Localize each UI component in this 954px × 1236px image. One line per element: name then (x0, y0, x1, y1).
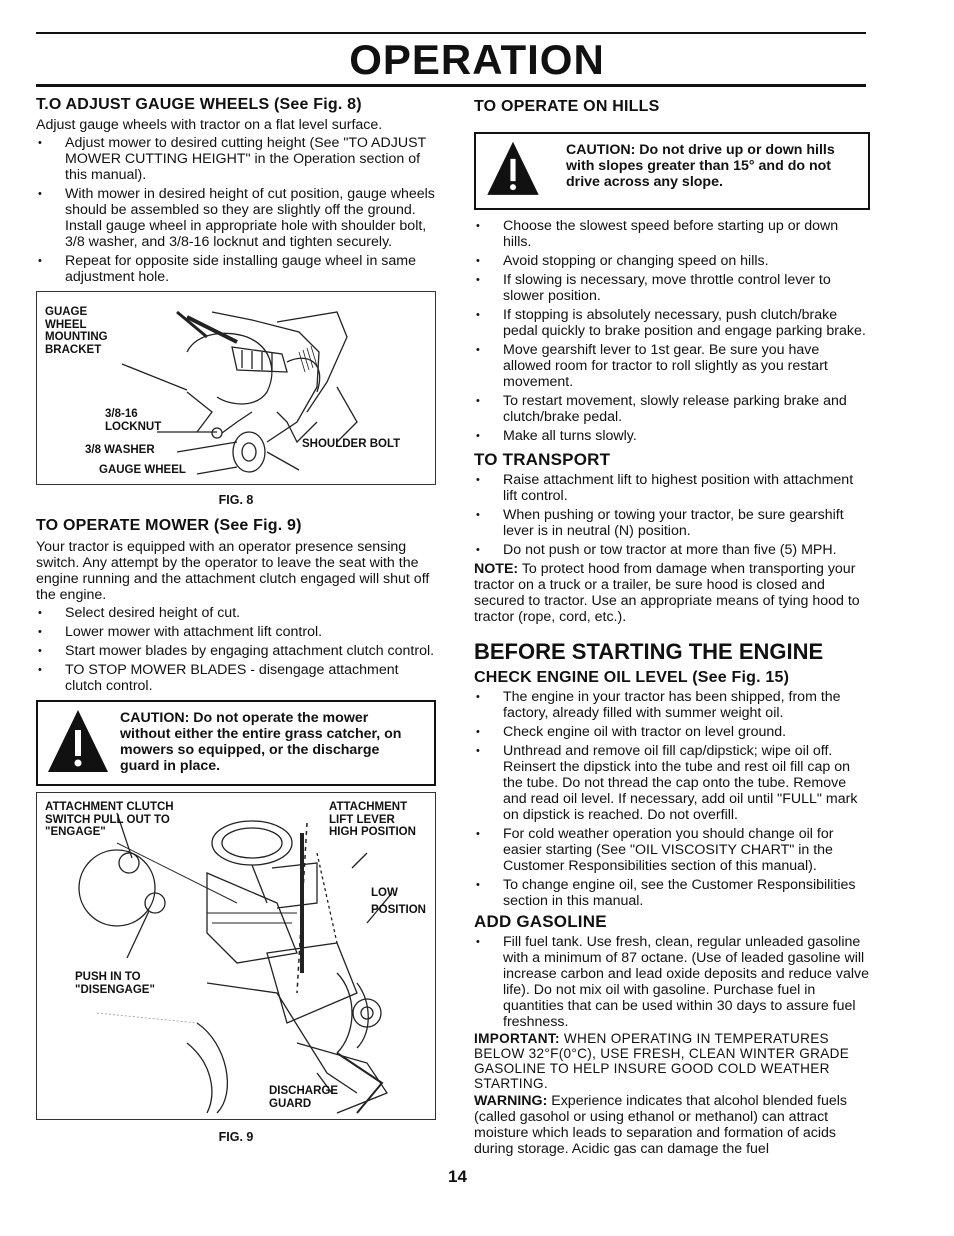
important-text: WHEN OPERATING IN TEMPERATURES BELOW 32°F(0°C), USE FRESH, CLEAN WINTER GRADE GASOLINE TO HELP INSURE GOOD COLD WEATHER STARTING. (474, 1031, 850, 1091)
warning-triangle-icon (484, 140, 542, 200)
warning-triangle-icon (46, 708, 110, 778)
fig9-label-clutch (45, 801, 174, 839)
fig9-label-line: ATTACHMENT CLUTCH (45, 801, 174, 813)
transport-heading: TO TRANSPORT (474, 450, 611, 469)
mower-intro: Your tractor is equipped with an operator presence sensing switch. Any attempt by the operator to leave the seat with the engine running and the attachment clutch engaged will shut off the engine. (36, 539, 430, 603)
list-item: • Avoid stopping or changing speed on hills. (474, 253, 870, 269)
mower-heading: TO OPERATE MOWER (See Fig. 9) (36, 517, 302, 534)
fig8-label-wheel: GAUGE WHEEL (99, 464, 186, 476)
fig8-label-washer: 3/8 WASHER (85, 444, 155, 456)
list-item: • For cold weather operation you should change oil for easier starting (See "OIL VISCOSITY CHART" in the Customer Responsibilities section of this manual). (474, 826, 870, 874)
fig9-label-line: GUARD (269, 1097, 312, 1110)
warning-label: WARNING: (474, 1093, 548, 1109)
gauge-intro: Adjust gauge wheels with tractor on a flat level surface. (36, 117, 383, 133)
list-item: • Select desired height of cut. (36, 605, 436, 621)
fig9-caption: FIG. 9 (218, 1130, 254, 1144)
hills-list (474, 218, 870, 444)
fig9-label-line: LIFT LEVER (329, 813, 395, 826)
fig9-label-line: LOW (371, 887, 398, 899)
title-rule (36, 84, 866, 87)
fig9-label-line: ATTACHMENT (329, 801, 408, 813)
fig8-caption: FIG. 8 (218, 493, 254, 507)
fig9-label-line: "ENGAGE" (45, 826, 106, 838)
list-item: • Adjust mower to desired cutting height (See "TO ADJUST MOWER CUTTING HEIGHT" in the Operation section of this manual). (36, 135, 436, 183)
top-rule (36, 32, 866, 34)
list-item: • Lower mower with attachment lift control. (36, 624, 436, 640)
list-item: • If slowing is necessary, move throttle control lever to slower position. (474, 272, 870, 304)
mower-list (36, 605, 436, 694)
list-item: • The engine in your tractor has been shipped, from the factory, already filled with summer weight oil. (474, 689, 870, 721)
fig8-label-line: GUAGE (45, 306, 88, 318)
page-number: 14 (448, 1167, 467, 1186)
note-text: To protect hood from damage when transporting your tractor on a truck or a trailer, be sure hood is closed and secured to tractor. Use an appropriate means of tying hood to tractor (rope, cord, etc.). (474, 561, 860, 625)
fig8-label-line: LOCKNUT (105, 420, 162, 433)
list-item: • Make all turns slowly. (474, 428, 870, 444)
oil-list (474, 689, 870, 909)
hills-caution-text: CAUTION: Do not drive up or down hills with slopes greater than 15° and do not drive across any slope. (566, 142, 835, 190)
fig8-label-bolt: SHOULDER BOLT (302, 438, 401, 450)
gas-heading: ADD GASOLINE (474, 912, 607, 931)
list-item: • Move gearshift lever to 1st gear. Be sure you have allowed room for tractor to roll slightly as you restart movement. (474, 342, 870, 390)
list-item: • Start mower blades by engaging attachment clutch control. (36, 643, 436, 659)
list-item: • To restart movement, slowly release parking brake and clutch/brake pedal. (474, 393, 870, 425)
gauge-list (36, 135, 436, 285)
gauge-heading: T.O ADJUST GAUGE WHEELS (See Fig. 8) (36, 96, 362, 113)
list-item: • Unthread and remove oil fill cap/dipstick; wipe oil off. Reinsert the dipstick into the tube and rest oil fill cap on the tube. Do not thread the cap onto the tube. Remove and read oil level. If necessary, add oil until "FULL" mark on dipstick is reached. Do not overfill. (474, 743, 870, 823)
list-item: • With mower in desired height of cut position, gauge wheels should be assembled so they are slightly off the ground. Install gauge wheel in appropriate hole with shoulder bolt, 3/8 washer, and 3/8-16 locknut and tighten securely. (36, 186, 436, 250)
important-note (474, 1031, 870, 1091)
gas-list (474, 934, 870, 1030)
figure-8 (36, 291, 436, 485)
important-label: IMPORTANT: (474, 1031, 560, 1046)
tractor-controls-illustration (37, 793, 433, 1117)
warning-text: Experience indicates that alcohol blended fuels (called gasohol or using ethanol or methanol) can attract moisture which leads to separation and formation of acids during storage. Acidic gas can damage the fuel (474, 1093, 848, 1157)
fig9-label-push (75, 971, 155, 996)
right-column (474, 92, 870, 1157)
list-item: • To change engine oil, see the Customer Responsibilities section in this manual. (474, 877, 870, 909)
list-item: • TO STOP MOWER BLADES - disengage attachment clutch control. (36, 662, 436, 694)
before-heading: BEFORE STARTING THE ENGINE (474, 639, 824, 664)
list-item: • Raise attachment lift to highest position with attachment lift control. (474, 472, 870, 504)
fig9-label-low (371, 887, 426, 916)
fig9-label-line: SWITCH PULL OUT TO (45, 813, 170, 826)
warning-note (474, 1093, 870, 1157)
list-item: • If stopping is absolutely necessary, push clutch/brake pedal quickly to brake position and engage parking brake. (474, 307, 870, 339)
list-item: • Fill fuel tank. Use fresh, clean, regular unleaded gasoline with a minimum of 87 octane. (Use of leaded gasoline will increase carbon and lead oxide deposits and reduce valve life). Do not mix oil with gasoline. Purchase fuel in quantities that can be used within 30 days to assure fuel freshness. (474, 934, 870, 1030)
fig8-label-line: WHEEL (45, 318, 87, 331)
page-title: OPERATION (349, 36, 605, 83)
fig9-label-line: PUSH IN TO (75, 971, 141, 983)
transport-list (474, 472, 870, 558)
fig9-label-lift (329, 801, 416, 839)
list-item: • Do not push or tow tractor at more than five (5) MPH. (474, 542, 870, 558)
fig9-label-guard (269, 1085, 338, 1110)
transport-note (474, 561, 870, 625)
figure-9 (36, 792, 436, 1120)
hills-caution-box (474, 132, 870, 210)
note-label: NOTE: (474, 561, 519, 577)
fig9-label-line: HIGH POSITION (329, 826, 416, 838)
mower-caution-text: CAUTION: Do not operate the mower without either the entire grass catcher, on mowers so equipped, or the discharge guard in place. (120, 710, 402, 774)
oil-heading: CHECK ENGINE OIL LEVEL (See Fig. 15) (474, 669, 790, 686)
fig9-label-line: DISCHARGE (269, 1085, 339, 1097)
list-item: • When pushing or towing your tractor, be sure gearshift lever is in neutral (N) position. (474, 507, 870, 539)
mower-caution-box (36, 700, 436, 786)
fig8-label-line: MOUNTING (45, 331, 108, 343)
fig8-label-bracket (45, 306, 108, 356)
fig9-label-line: POSITION (371, 903, 426, 916)
list-item: • Check engine oil with tractor on level ground. (474, 724, 870, 740)
list-item: • Repeat for opposite side installing gauge wheel in same adjustment hole. (36, 253, 436, 285)
fig8-label-line: BRACKET (45, 343, 102, 356)
fig9-label-line: "DISENGAGE" (75, 983, 155, 996)
hills-heading: TO OPERATE ON HILLS (474, 98, 660, 115)
left-column (36, 92, 436, 1144)
list-item: • Choose the slowest speed before starting up or down hills. (474, 218, 870, 250)
fig8-label-locknut (105, 408, 161, 433)
fig8-label-line: 3/8-16 (105, 408, 138, 420)
